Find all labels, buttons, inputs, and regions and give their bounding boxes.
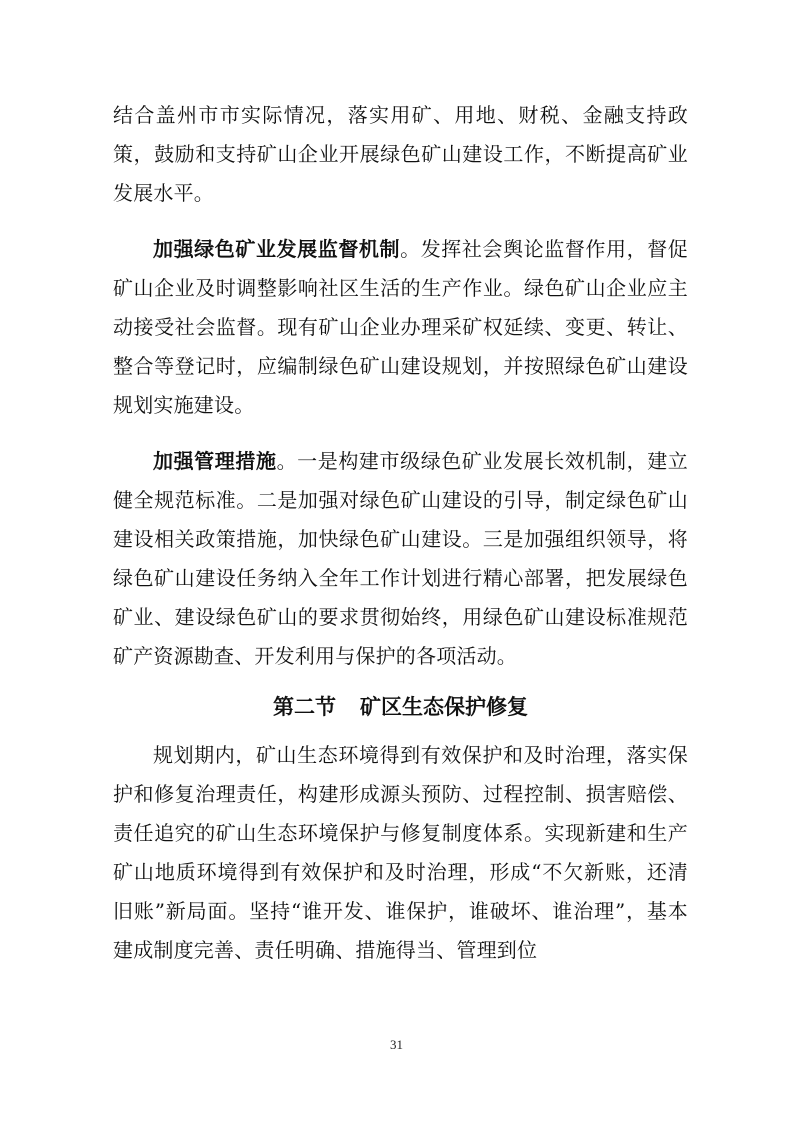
section-number: 第二节 [273, 695, 336, 719]
paragraph-continuation: 结合盖州市市实际情况，落实用矿、用地、财税、金融支持政策，鼓励和支持矿山企业开展绿色矿山建设工作，不断提高矿业发展水平。 [113, 103, 688, 205]
page-number: 31 [390, 1037, 403, 1052]
page-content [113, 96, 688, 970]
section-heading [113, 692, 688, 722]
paragraph-lead-supervision: 加强绿色矿业发展监督机制 [153, 237, 401, 261]
paragraph-body-management: 。一是构建市级绿色矿业发展长效机制，建立健全规范标准。二是加强对绿色矿山建设的引导，制定绿色矿山建设相关政策措施，加快绿色矿山建设。三是加强组织领导，将绿色矿山建设任务纳入全年工作计划进行精心部署，把发展绿色矿业、建设绿色矿山的要求贯彻始终，用绿色矿山建设标准规范矿产资源勘查、开发利用与保护的各项活动。 [113, 449, 689, 668]
paragraph-planning: 规划期内，矿山生态环境得到有效保护和及时治理，落实保护和修复治理责任，构建形成源头预防、过程控制、损害赔偿、责任追究的矿山生态环境保护与修复制度体系。实现新建和生产矿山地质环境得到有效保护和及时治理，形成“不欠新账，还清旧账”新局面。坚持“谁开发、谁保护，谁破坏、谁治理”，基本建成制度完善、责任明确、措施得当、管理到位 [113, 743, 688, 962]
paragraph-management [113, 442, 688, 676]
paragraph-body-supervision: 。发挥社会舆论监督作用，督促矿山企业及时调整影响社区生活的生产作业。绿色矿山企业应主动接受社会监督。现有矿山企业办理采矿权延续、变更、转让、整合等登记时，应编制绿色矿山建设规划，并按照绿色矿山建设规划实施建设。 [113, 237, 688, 417]
section-title: 矿区生态保护修复 [360, 695, 528, 719]
paragraph-lead-management: 加强管理措施 [153, 449, 277, 473]
paragraph-supervision [113, 230, 688, 425]
